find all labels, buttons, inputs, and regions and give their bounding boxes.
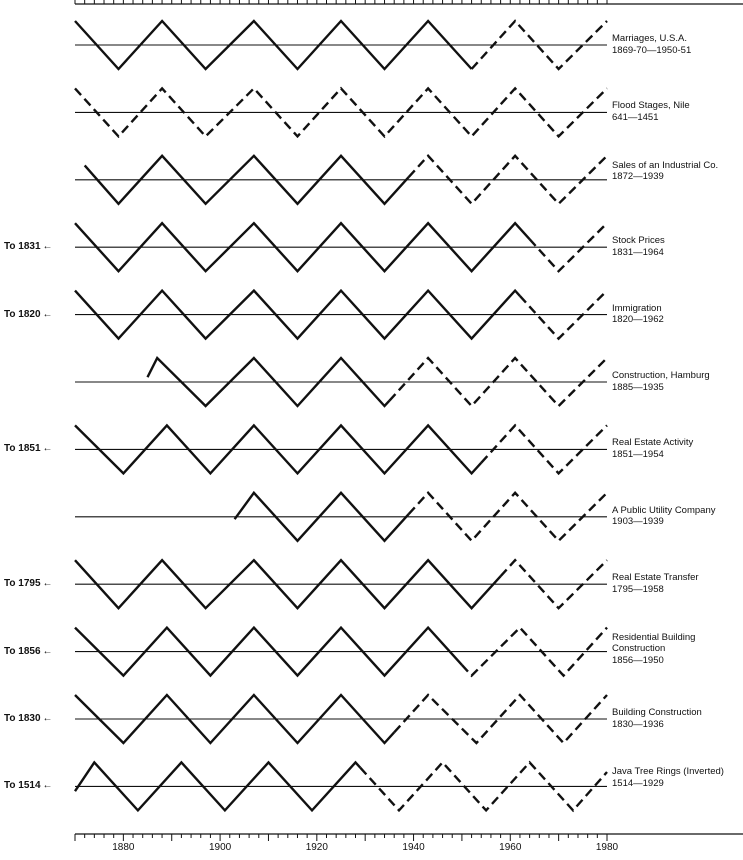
series-period: 1903—1939 bbox=[612, 516, 664, 528]
series-label bbox=[612, 160, 740, 183]
series-period: 1831—1964 bbox=[612, 246, 664, 258]
series-extends-label bbox=[4, 241, 53, 253]
series-label bbox=[612, 235, 740, 258]
series-label bbox=[612, 370, 740, 393]
left-arrow-icon: ← bbox=[42, 443, 53, 455]
series-period: 1851—1954 bbox=[612, 448, 664, 460]
series-period: 641—1451 bbox=[612, 111, 659, 123]
left-arrow-icon: ← bbox=[42, 308, 53, 320]
series-period: 1872—1939 bbox=[612, 171, 664, 183]
left-arrow-icon: ← bbox=[42, 713, 53, 724]
series-extends-label bbox=[4, 780, 53, 792]
series-label bbox=[612, 766, 740, 789]
series-period: 1869-70—1950-51 bbox=[612, 44, 692, 56]
series-label bbox=[612, 632, 740, 667]
series-name: Sales of an Industrial Co. bbox=[612, 159, 719, 171]
extends-text: To 1514 bbox=[4, 780, 41, 792]
series-period: 1514—1929 bbox=[612, 777, 664, 789]
extends-text: To 1830 bbox=[4, 713, 41, 724]
series-label bbox=[612, 505, 740, 528]
series-name: Flood Stages, Nile bbox=[612, 100, 690, 112]
series-period: 1856—1950 bbox=[612, 654, 664, 666]
series-period: 1885—1935 bbox=[612, 381, 664, 393]
series-extends-label bbox=[4, 309, 53, 321]
left-arrow-icon: ← bbox=[42, 578, 53, 590]
x-tick-label-1940: 1940 bbox=[402, 842, 425, 853]
series-name: Construction, Hamburg bbox=[612, 370, 710, 381]
left-arrow-icon: ← bbox=[42, 780, 53, 792]
series-name: Building Construction bbox=[612, 707, 702, 718]
series-label bbox=[612, 572, 740, 595]
x-tick-label-1880: 1880 bbox=[112, 842, 135, 853]
series-name: Immigration bbox=[612, 302, 662, 314]
x-tick-label-1900: 1900 bbox=[208, 842, 232, 853]
series-name: Real Estate Transfer bbox=[612, 572, 699, 584]
series-name: Residential Building Construction bbox=[612, 631, 696, 655]
series-name: Real Estate Activity bbox=[612, 437, 694, 449]
series-extends-label bbox=[4, 578, 53, 590]
extends-text: To 1831 bbox=[4, 241, 41, 253]
series-extends-label bbox=[4, 443, 53, 455]
series-period: 1795—1958 bbox=[612, 583, 664, 595]
series-name: Marriages, U.S.A. bbox=[612, 33, 687, 44]
extends-text: To 1851 bbox=[4, 443, 41, 455]
series-name: Stock Prices bbox=[612, 235, 665, 247]
x-tick-label-1980: 1980 bbox=[595, 842, 619, 853]
x-tick-label-1960: 1960 bbox=[499, 842, 522, 853]
series-label bbox=[612, 303, 740, 326]
extends-text: To 1856 bbox=[4, 645, 41, 657]
series-extends-label bbox=[4, 646, 53, 658]
extends-text: To 1820 bbox=[4, 308, 41, 320]
extends-text: To 1795 bbox=[4, 578, 41, 590]
series-period: 1820—1962 bbox=[612, 314, 664, 326]
series-extends-label bbox=[4, 713, 53, 725]
left-arrow-icon: ← bbox=[42, 241, 53, 253]
series-label bbox=[612, 33, 740, 56]
series-label bbox=[612, 100, 740, 123]
series-name: Java Tree Rings (Inverted) bbox=[612, 766, 724, 778]
series-label bbox=[612, 707, 740, 730]
series-label bbox=[612, 437, 740, 460]
series-period: 1830—1936 bbox=[612, 718, 664, 730]
x-tick-label-1920: 1920 bbox=[305, 842, 328, 853]
left-arrow-icon: ← bbox=[42, 645, 53, 657]
series-name: A Public Utility Company bbox=[612, 504, 716, 516]
